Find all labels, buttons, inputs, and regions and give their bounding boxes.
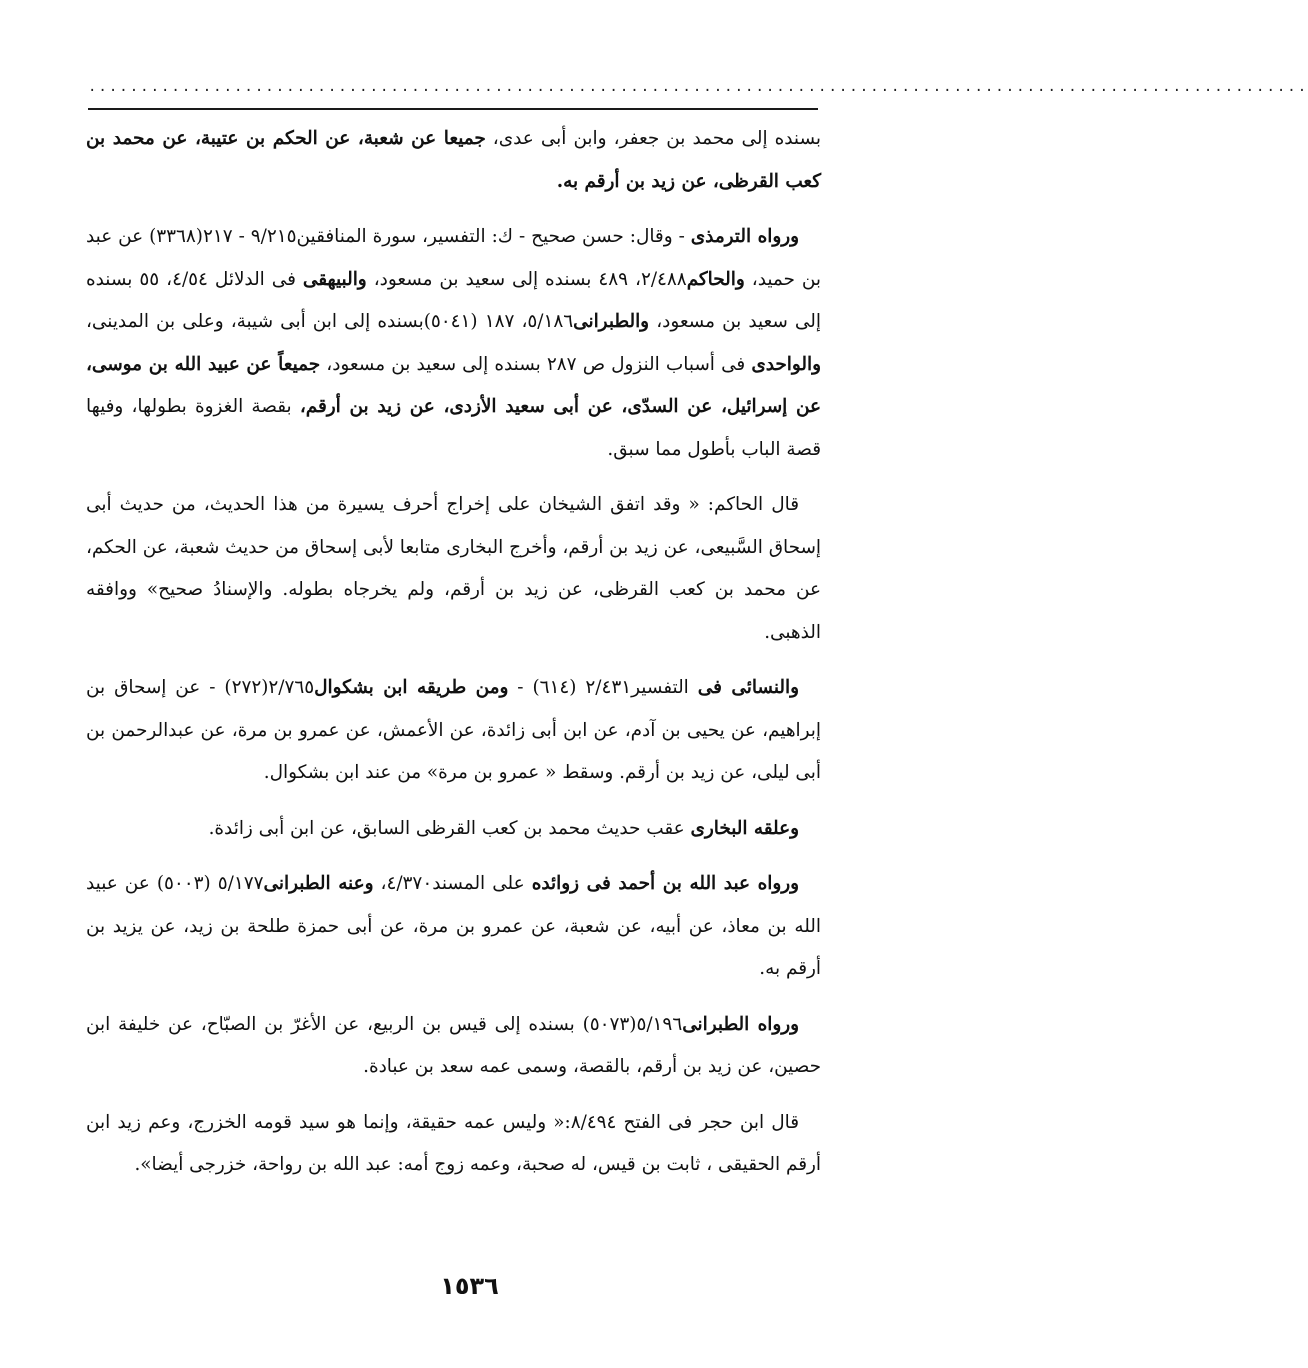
text-segment: عقب حديث محمد بن كعب القرظى السابق، عن ابن أبى زائدة.	[208, 817, 691, 839]
text-segment: بقصة الغزوة بطولها، وفيها قصة الباب بأطول مما سبق.	[86, 396, 821, 460]
paragraph	[86, 863, 821, 991]
header-dotted-line: .....................................................................................................................	[88, 79, 1308, 95]
bold-text-segment: ورواه الترمذى	[690, 226, 799, 247]
paragraph	[86, 667, 821, 795]
text-segment: فى الدلائل ٤/٥٤، ٥٥ بسنده إلى سعيد بن مسعود،	[86, 268, 821, 332]
paragraph	[86, 808, 821, 851]
bold-text-segment: والنسائى فى	[697, 677, 799, 698]
bold-text-segment: والبيهقى	[302, 268, 367, 290]
text-segment: ٥/١٩٦(٥٠٧٣) بسنده إلى قيس بن الربيع، عن الأغرّ بن الصبّاح، عن خليفة ابن حصين، عن زيد بن أرقم، بالقصة، وسمى عمه سعد بن عبادة.	[86, 1013, 821, 1077]
text-segment: ٢/٤٨٨، ٤٨٩ بسنده إلى سعيد بن مسعود،	[366, 268, 687, 290]
text-segment: ٥/١٨٦، ١٨٧ (٥٠٤١)بسنده إلى ابن أبى شيبة، وعلى بن المدينى،	[86, 311, 574, 332]
text-segment: قال ابن حجر فى الفتح ٨/٤٩٤:« وليس عمه حقيقة، وإنما هو سيد قومه الخزرج، وعم زيد ابن أرقم الحقيقى ، ثابت بن قيس، له صحبة، وعمه زوج أمه: عبد الله بن رواحة، خزرجى أيضا».	[86, 1111, 821, 1175]
bold-text-segment: جميعاً عن عبيد الله بن موسى، عن إسرائيل، عن السدّى، عن أبى سعيد الأزدى، عن زيد بن أرقم،	[86, 353, 821, 417]
bold-text-segment: والحاكم	[686, 268, 745, 290]
main-text	[86, 118, 821, 1200]
bold-text-segment: ورواه الطبرانى	[682, 1013, 799, 1035]
text-segment: ٥/١٧٧ (٥٠٠٣) عن عبيد الله بن معاذ، عن أبيه، عن شعبة، عن عمرو بن مرة، عن أبى حمزة طلحة بن زيد، عن يزيد بن أرقم به.	[86, 873, 821, 979]
text-segment: فى أسباب النزول ص ٢٨٧ بسنده إلى سعيد بن مسعود،	[320, 353, 752, 375]
bold-text-segment: والطبرانى	[573, 311, 650, 332]
bold-text-segment: جميعا عن شعبة، عن الحكم بن عتيبة، عن محمد بن كعب القرظى، عن زيد بن أرقم به.	[86, 128, 821, 192]
header-rule	[88, 108, 818, 110]
paragraph	[86, 216, 821, 471]
bold-text-segment: وعنه الطبرانى	[263, 873, 374, 894]
bold-text-segment: والواحدى	[751, 353, 821, 375]
page-number: ١٥٣٦	[440, 1272, 499, 1300]
bold-text-segment: ورواه عبد الله بن أحمد فى زوائده	[531, 873, 799, 894]
text-segment: - وقال: حسن صحيح - ك: التفسير، سورة المنافقين٩/٢١٥ - ٢١٧(٣٣٦٨) عن عبد بن حميد،	[86, 226, 821, 290]
text-segment: ٢/٧٦٥(٢٧٢) - عن إسحاق بن إبراهيم، عن يحيى بن آدم، عن ابن أبى زائدة، عن الأعمش، عن عمرو بن مرة، عن عبدالرحمن بن أبى ليلى، عن زيد بن أرقم. وسقط « عمرو بن مرة» من عند ابن بشكوال.	[86, 677, 821, 783]
paragraph	[86, 484, 821, 654]
text-segment: على المسند٤/٣٧٠،	[373, 873, 532, 894]
text-segment: التفسير٢/٤٣١ (٦١٤) -	[508, 677, 698, 698]
paragraph	[86, 1004, 821, 1089]
bold-text-segment: ومن طريقه ابن بشكوال	[314, 677, 509, 698]
paragraph	[86, 118, 821, 203]
text-segment: قال الحاكم: « وقد اتفق الشيخان على إخراج أحرف يسيرة من هذا الحديث، من حديث أبى إسحاق السَّبيعى، عن زيد بن أرقم، وأخرج البخارى متابعا لأبى إسحاق من حديث شعبة، عن الحكم، عن محمد بن كعب القرظى، عن زيد بن أرقم، ولم يخرجاه بطوله. والإسنادُ صحيح» ووافقه الذهبى.	[86, 494, 821, 643]
text-segment: بسنده إلى محمد بن جعفر، وابن أبى عدى،	[485, 128, 821, 149]
bold-text-segment: وعلقه البخارى	[690, 817, 799, 839]
paragraph	[86, 1102, 821, 1187]
